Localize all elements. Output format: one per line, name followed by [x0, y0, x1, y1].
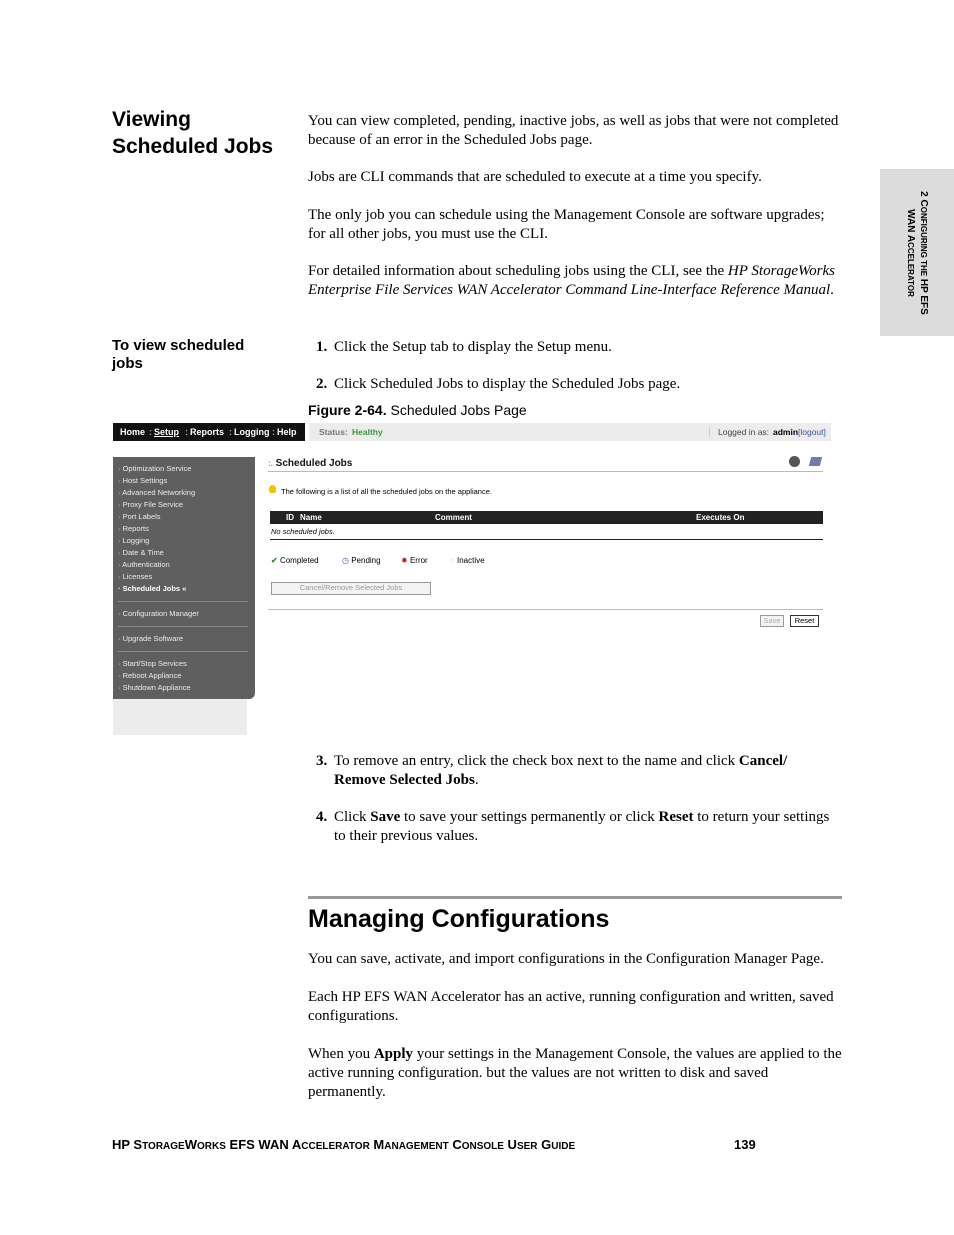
- legend-error: ✹ Error: [401, 556, 428, 565]
- nav-item[interactable]: · Reboot Appliance: [118, 671, 182, 680]
- nav-item[interactable]: · Port Labels: [118, 512, 161, 521]
- step-4: 4. Click Save to save your settings permanently or click Reset to return your settings to their previous values.: [316, 809, 830, 844]
- paragraph: You can save, activate, and import configurations in the Configuration Manager Page.: [308, 951, 824, 967]
- col-id: ID: [286, 513, 294, 522]
- page-title: :. Scheduled Jobs: [268, 458, 353, 469]
- col-executes-on: Executes On: [696, 513, 745, 522]
- logged-in-user: admin: [773, 427, 799, 437]
- paragraph: Each HP EFS WAN Accelerator has an active, running configuration and written, saved configurations.: [308, 989, 834, 1024]
- nav-item-active[interactable]: · Scheduled Jobs «: [118, 584, 187, 593]
- status-label: Status:: [319, 427, 348, 437]
- tab-reports[interactable]: Reports: [190, 427, 225, 437]
- nav-item[interactable]: · Logging: [118, 536, 150, 545]
- footer-title: HP STORAGEWORKS EFS WAN ACCELERATOR MANAGEMENT CONSOLE USER GUIDE: [112, 1137, 576, 1152]
- section-heading-managing-configurations: Managing Configurations: [308, 905, 610, 933]
- logout-link[interactable]: [logout]: [798, 427, 826, 437]
- nav-item[interactable]: · Start/Stop Services: [118, 659, 187, 668]
- section2-body: [308, 950, 842, 1102]
- book-icon[interactable]: [809, 457, 822, 466]
- clock-icon: ◷: [342, 556, 349, 565]
- check-icon: ✔: [271, 556, 278, 565]
- steps-list: [316, 338, 836, 394]
- tab-help[interactable]: Help: [277, 427, 297, 437]
- nav-item[interactable]: · Host Settings: [118, 476, 168, 485]
- tab-setup[interactable]: Setup: [154, 427, 180, 437]
- jobs-table-header: [270, 511, 823, 524]
- step-1: 1. Click the Setup tab to display the Setup menu.: [316, 339, 612, 355]
- error-icon: ✹: [401, 556, 408, 565]
- nav-item[interactable]: · Authentication: [118, 560, 170, 569]
- nav-item[interactable]: · Shutdown Appliance: [118, 683, 191, 692]
- status-legend: [271, 556, 485, 565]
- sidebar-footer: [113, 699, 247, 735]
- reset-button[interactable]: Reset: [790, 615, 819, 627]
- step-2: 2. Click Scheduled Jobs to display the Scheduled Jobs page.: [316, 376, 681, 392]
- logged-in-label: Logged in as:: [718, 427, 770, 437]
- section1-body: [308, 112, 842, 300]
- legend-inactive: ◌ Inactive: [450, 556, 485, 565]
- nav-item[interactable]: · Licenses: [118, 572, 153, 581]
- step-3: 3. To remove an entry, click the check box next to the name and click Cancel/ Remove Selected Jobs.: [316, 753, 788, 788]
- procedure-heading: To view scheduled jobs: [112, 337, 245, 372]
- section-heading-viewing-scheduled-jobs: Viewing Scheduled Jobs: [112, 108, 274, 158]
- figure-caption: Figure 2-64. Scheduled Jobs Page: [308, 402, 527, 418]
- paragraph: Jobs are CLI commands that are scheduled to execute at a time you specify.: [308, 169, 762, 185]
- section-divider: [308, 896, 842, 899]
- steps-list-continued: [316, 752, 840, 846]
- nav-item[interactable]: · Date & Time: [118, 548, 164, 557]
- lightbulb-icon: [269, 485, 276, 493]
- empty-table-text: No scheduled jobs.: [271, 527, 335, 536]
- status-bar: [309, 423, 831, 441]
- nav-item[interactable]: · Upgrade Software: [118, 634, 184, 643]
- nav-item[interactable]: · Optimization Service: [118, 464, 192, 473]
- inactive-icon: ◌: [450, 556, 455, 565]
- scheduled-jobs-screenshot: [113, 423, 831, 735]
- chapter-side-tab-label: 2 CONFIGURING THE HP EFS WAN ACCELERATOR: [905, 190, 929, 315]
- reference-manual-title: HP StorageWorks Enterprise File Services WAN Accelerator Command Line-Interface Reference Manual: [308, 263, 836, 298]
- nav-item[interactable]: · Proxy File Service: [118, 500, 184, 509]
- col-name: Name: [300, 513, 322, 522]
- paragraph: You can view completed, pending, inactive jobs, as well as jobs that were not completed because of an error in the Scheduled Jobs page.: [308, 113, 839, 148]
- save-button[interactable]: Save: [760, 615, 784, 627]
- legend-pending: ◷ Pending: [342, 556, 381, 565]
- legend-completed: ✔ Completed: [271, 556, 319, 565]
- nav-item[interactable]: · Advanced Networking: [118, 488, 196, 497]
- setup-sidebar: [113, 457, 255, 699]
- info-text: The following is a list of all the scheduled jobs on the appliance.: [281, 487, 492, 496]
- col-comment: Comment: [435, 513, 472, 522]
- help-icon[interactable]: [789, 456, 800, 467]
- nav-item[interactable]: · Configuration Manager: [118, 609, 199, 618]
- cancel-remove-button[interactable]: Cancel/Remove Selected Jobs: [271, 582, 431, 595]
- tab-home[interactable]: Home: [120, 427, 146, 437]
- status-value: Healthy: [352, 427, 383, 437]
- page-footer: [112, 1137, 575, 1152]
- paragraph: The only job you can schedule using the Management Console are software upgrades; for all other jobs, you must use the CLI.: [308, 207, 825, 242]
- chapter-side-tab: [880, 169, 954, 336]
- paragraph-reference: For detailed information about scheduling jobs using the CLI, see the HP StorageWorks Enterprise File Services WAN Accelerator Command Line-Interface Reference Manual.: [308, 263, 836, 298]
- nav-item[interactable]: · Reports: [118, 524, 149, 533]
- tab-logging[interactable]: Logging: [234, 427, 270, 437]
- top-tab-bar: Home : Setup : Reports : Logging : Help: [113, 423, 305, 441]
- page-number: 139: [734, 1137, 756, 1152]
- paragraph: When you Apply your settings in the Management Console, the values are applied to the active running configuration. but the values are not written to disk and saved permanently.: [308, 1046, 842, 1100]
